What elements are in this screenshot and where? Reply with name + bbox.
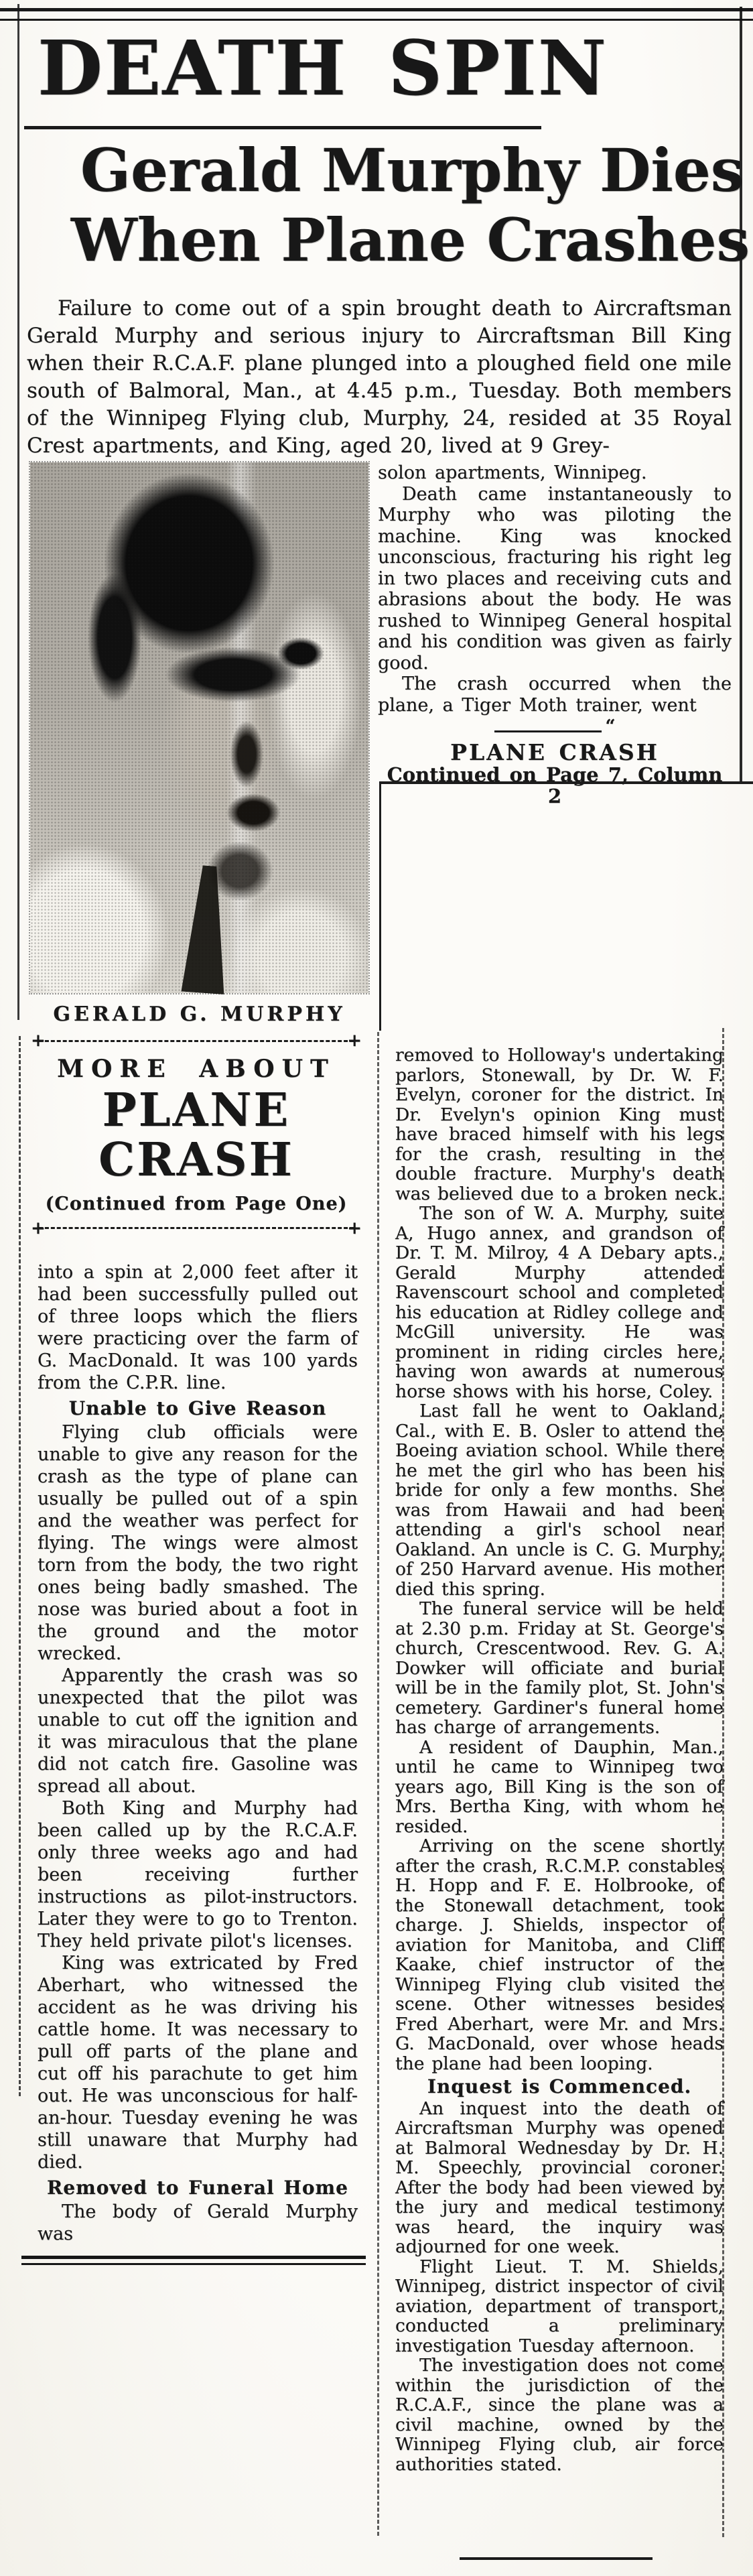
right-column-rule-top [740,7,742,783]
subhead-unable-to-give-reason: Unable to Give Reason [68,1397,327,1419]
jump-left-paragraph: into a spin at 2,000 feet after it had been successfully pulled out of three loops which the fliers were practicing over the farm of G. MacDonald. It was 100 yards from the C.P.R. line. [38,1262,358,1393]
jump-left-paragraph: Apparently the crash was so unexpected that the pilot was unable to cut off the ignition and it was miraculous that the plane did not catch fire. Gasoline was spread all about. [38,1665,358,1797]
jump-right-paragraph: A resident of Dauphin, Man., until he came to Winnipeg two years ago, Bill King is the son of Mrs. Bertha King, with whom he resided. [395,1736,724,1837]
continuation-title: PLANE CRASH [98,1084,294,1187]
jump-right-paragraph: The funeral service will be held at 2.30 p.m. Friday at St. George's church, Crescentwood. Rev. G. A. Dowker will officiate and burial will be in the family plot, St. John's cemetery. Gardiner's funeral home has charge of arrangements. [395,1598,724,1738]
top-double-rule [0,8,753,21]
paragraph-crash: The crash occurred when the plane, a Tiger Moth trainer, went [378,673,732,716]
jump-right-paragraph: The investigation does not come within the jurisdiction of the R.C.A.F., since the plane was a civil machine, owned by the Winnipeg Flying club, air force authorities stated. [395,2355,724,2475]
left-column-end-double-rule [21,2256,366,2265]
jump-right-column [395,1045,724,2474]
jump-left-paragraph: Both King and Murphy had been called up by the R.C.A.F. only three weeks ago and had been receiving further instructions as pilot-instructors. Later they were to go to Trenton. They held private pilot's licenses. [38,1798,358,1951]
continuation-kicker: MORE ABOUT [57,1055,336,1083]
headline-line-1: Gerald Murphy Dies [80,135,744,205]
headline-underline-rule [24,126,541,129]
jump-notice-page-ref: Continued on Page 7, Column 2 [387,763,723,808]
jump-right-paragraph: An inquest into the death of Aircraftsman Murphy was opened at Balmoral Wednesday by Dr. H. M. Speechly, provincial coroner. After the body had been viewed by the jury and medical testimony was heard, the inquiry was adjourned for one week. [395,2098,724,2257]
jump-right-paragraph: Last fall he went to Oakland, Cal., with E. B. Osler to attend the Boeing aviation school. While there he met the girl who has been his bride for only a few months. She was from Hawaii and had been attending a girl's school near Oakland. An uncle is C. G. Murphy, of 250 Harvard avenue. His mother died this spring. [395,1401,724,1600]
subhead-inquest-is-commenced: Inquest is Commenced. [427,2075,692,2098]
jump-left-paragraph: The body of Gerald Murphy was [38,2201,358,2244]
headline-line-2: When Plane Crashes [71,205,750,275]
jump-notice-title: PLANE CRASH [450,738,659,765]
jump-left-paragraph: King was extricated by Fred Aberhart, who witnessed the accident as he was driving his cattle home. It was necessary to pull off parts of the plane and cut off his parachute to get him out. He was unconscious for half-an-hour. Tuesday evening he was still unaware that Murphy had died. [38,1953,358,2173]
jump-right-paragraph: Flight Lieut. T. M. Shields, Winnipeg, district inspector of civil aviation, department of transport, conducted a preliminary investigation Tuesday afternoon. [395,2256,724,2356]
portrait-tie-shape [182,864,233,994]
clipping-edge-box [379,781,753,1031]
jump-right-paragraph: removed to Holloway's undertaking parlors, Stonewall, by Dr. W. F. Evelyn, coroner for the district. In Dr. Evelyn's opinion King must have braced himself with his legs for the crash, resulting in the double fracture. Murphy's death was believed due to a broken neck. [395,1045,724,1204]
photo-caption: GERALD G. MURPHY [53,1003,346,1026]
subhead-removed-to-funeral-home: Removed to Funeral Home [47,2177,348,2199]
jump-right-paragraph: Arriving on the scene shortly after the crash, R.C.M.P. constables H. Hopp and F. E. Holbrooke, of the Stonewall detachment, took charge. J. Shields, inspector of aviation for Manitoba, and Cliff Kaake, chief instructor of the Winnipeg Flying club visited the scene. Other witnesses besides Fred Aberhart, were Mr. and Mrs. G. MacDonald, over whose heads the plane had been looping. [395,1836,724,2074]
paragraph-death: Death came instantaneously to Murphy who was piloting the machine. King was knocked unconscious, fracturing his right leg in two places and receiving cuts and abrasions about the body. He was rushed to Winnipeg General hospital and his condition was given as fairly good. [378,483,732,673]
lead-continuation-line: solon apartments, Winnipeg. [378,462,647,483]
jump-right-paragraph: The son of W. A. Murphy, suite A, Hugo annex, and grandson of Dr. T. M. Milroy, 4 A Debary apts., Gerald Murphy attended Ravenscourt school and completed his education at Ridley college and McGill university. He was prominent in riding circles here, having won awards at numerous horse shows with his horse, Coley. [395,1203,724,1402]
lead-paragraph: Failure to come out of a spin brought death to Aircraftsman Gerald Murphy and serious injury to Aircraftsman Bill King when their R.C.A.F. plane plunged into a ploughed field one mile south of Balmoral, Man., at 4.45 p.m., Tuesday. Both members of the Winnipeg Flying club, Murphy, 24, resided at 35 Royal Crest apartments, and King, aged 20, lived at 9 Grey- [27,296,732,458]
left-dashed-rule-bottom [19,1036,21,2096]
continuation-header-box [39,1040,354,1229]
front-right-column [378,462,732,808]
rule-line [494,730,602,732]
jump-left-paragraph: Flying club officials were unable to give any reason for the crash as the type of plane can usually be pulled out of a spin and the weather was perfect for flying. The wings were almost torn from the body, the two right ones being badly smashed. The nose was buried about a foot in the ground and the motor wrecked. [38,1422,358,1664]
jump-notice-rule [378,716,732,738]
portrait-photo [30,462,368,993]
article-end-rule [460,2557,653,2560]
jump-left-column [21,1037,366,2265]
headline-kicker: DEATH SPIN [38,25,608,113]
quote-mark-artifact [606,716,616,738]
center-dashed-column-rule [377,1032,379,2536]
main-headline [0,135,753,275]
continuation-note: (Continued from Page One) [45,1194,348,1214]
